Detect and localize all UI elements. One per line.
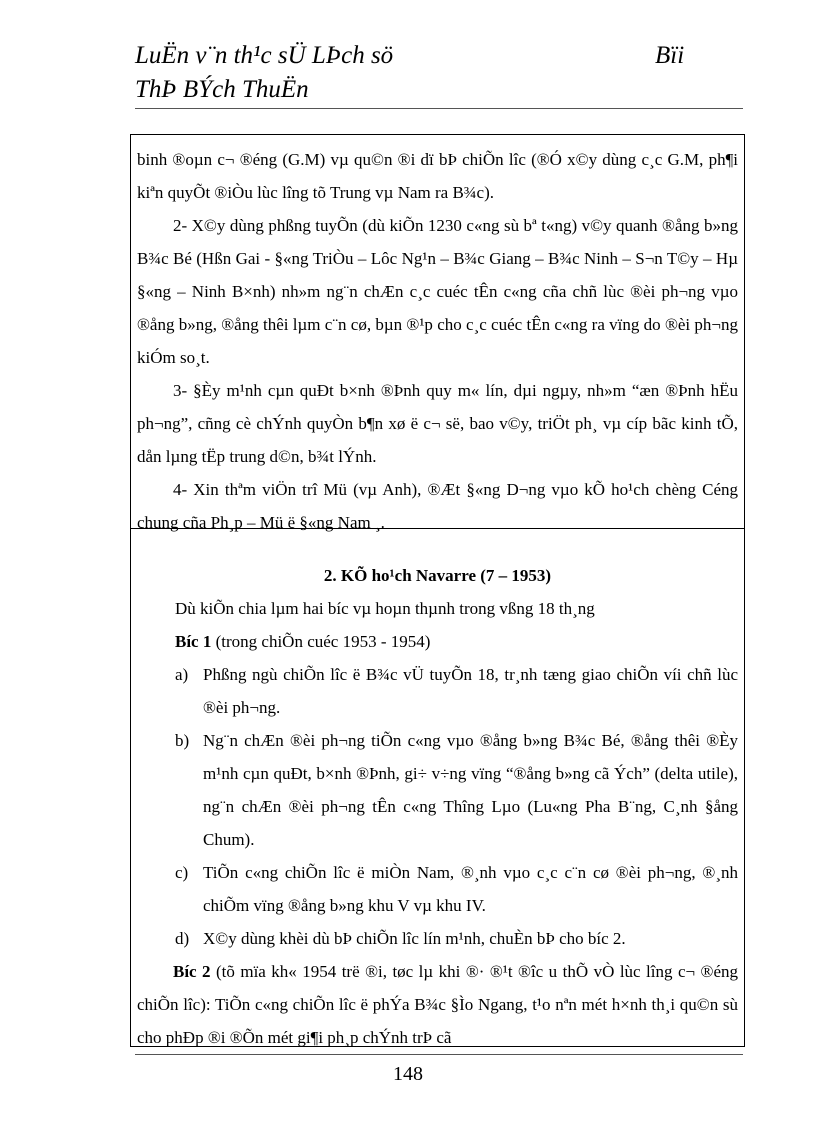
section-heading: 2. KÕ ho¹ch Navarre (7 – 1953): [323, 566, 552, 585]
list-text: Phßng ngù chiÕn lîc ë B¾c vÜ tuyÕn 18, tr¸nh tæng giao chiÕn víi chñ lùc ®èi ph¬ng.: [203, 665, 738, 717]
text-box-upper: [130, 134, 745, 532]
header-rule: [135, 108, 743, 109]
page-number: 148: [393, 1063, 423, 1085]
text-box-lower: [130, 528, 745, 1047]
list-label: d): [175, 929, 190, 948]
step-text: (tõ mïa kh« 1954 trë ®i, tøc lµ khi ®· ®¹t ®îc u thÕ vÒ lùc lîng c¬ ®éng chiÕn lîc): TiÕn c«ng chiÕn lîc ë phÝa B¾c §Ìo Ngang, t¹o nªn mét h×nh th¸i qu©n sù cho phÐp ®i ®Õn mét gi¶i ph¸p chÝnh trÞ cã: [137, 962, 738, 1047]
step-text: (trong chiÕn cuéc 1953 - 1954): [211, 632, 431, 651]
paragraph: Dù kiÕn chia lµm hai bíc vµ hoµn thµnh trong vßng 18 th¸ng: [175, 599, 595, 618]
list-text: TiÕn c«ng chiÕn lîc ë miÒn Nam, ®¸nh vµo c¸c c¨n cø ®èi ph¬ng, ®¸nh chiÕm vïng ®ång b»ng khu V vµ khu IV.: [203, 863, 738, 915]
list-label: c): [175, 863, 189, 882]
step-label: Bíc 2: [173, 962, 211, 981]
list-label: a): [175, 665, 189, 684]
step-2-paragraph: [137, 955, 738, 1054]
list-item: [137, 658, 738, 724]
list-label: b): [175, 731, 190, 750]
list-text: Ng¨n chÆn ®èi ph¬ng tiÕn c«ng vµo ®ång b»ng B¾c Bé, ®ång thêi ®Èy m¹nh cµn quÐt, b×nh ®Þnh, gi÷ v÷ng vïng “®ång b»ng cã Ých” (delta utile), ng¨n chÆn ®èi ph¬ng tÊn c«ng Thîng Lµo (Lu«ng Pha B¨ng, C¸nh §ång Chum).: [203, 731, 738, 849]
footer-rule: [135, 1054, 743, 1055]
paragraph: 4- Xin thªm viÖn trî Mü (vµ Anh), ®Æt §«ng D¬ng vµo kÕ ho¹ch chèng Céng chung cña Ph¸p – Mü ë §«ng Nam ¸.: [137, 480, 738, 532]
header-author-first: Bïi: [655, 42, 685, 69]
paragraph: 2- X©y dùng phßng tuyÕn (dù kiÕn 1230 c«ng sù bª t«ng) v©y quanh ®ång b»ng B¾c Bé (Hßn Gai - §«ng TriÒu – Lôc Ng¹n – B¾c Giang – B¾c Ninh – S¬n T©y – Hµ §«ng – Ninh B×nh) nh»m ng¨n chÆn c¸c cuéc tÊn c«ng cña chñ lùc ®èi ph¬ng vµo ®ång b»ng, ®ång thêi lµm c¨n cø, bµn ®¹p cho c¸c cuéc tÊn c«ng ra vïng do ®èi ph¬ng kiÓm so¸t.: [137, 216, 738, 367]
header-title: LuËn v¨n th¹c sÜ LÞch sö: [135, 42, 394, 69]
list-item: [137, 856, 738, 922]
step-label: Bíc 1: [175, 632, 212, 651]
paragraph: 3- §Èy m¹nh cµn quÐt b×nh ®Þnh quy m« lín, dµi ngµy, nh»m “æn ®Þnh hËu ph¬ng”, cñng cè chÝnh quyÒn b¶n xø ë c¬ së, bao v©y, triÖt ph¸ vµ cíp bãc kinh tÕ, dån lµng tËp trung d©n, b¾t lÝnh.: [137, 381, 738, 466]
header-author-rest: ThÞ BÝch ThuËn: [135, 76, 309, 103]
step-1-line: [137, 625, 738, 658]
list-item: [137, 922, 738, 955]
list-text: X©y dùng khèi dù bÞ chiÕn lîc lín m¹nh, chuÈn bÞ cho bíc 2.: [203, 929, 626, 948]
paragraph: binh ®oµn c¬ ®éng (G.M) vµ qu©n ®i dï bÞ chiÕn lîc (®Ó x©y dùng c¸c G.M, ph¶i kiªn quyÕt ®iÒu lùc lîng tõ Trung vµ Nam ra B¾c).: [137, 150, 738, 202]
list-item: [137, 724, 738, 856]
